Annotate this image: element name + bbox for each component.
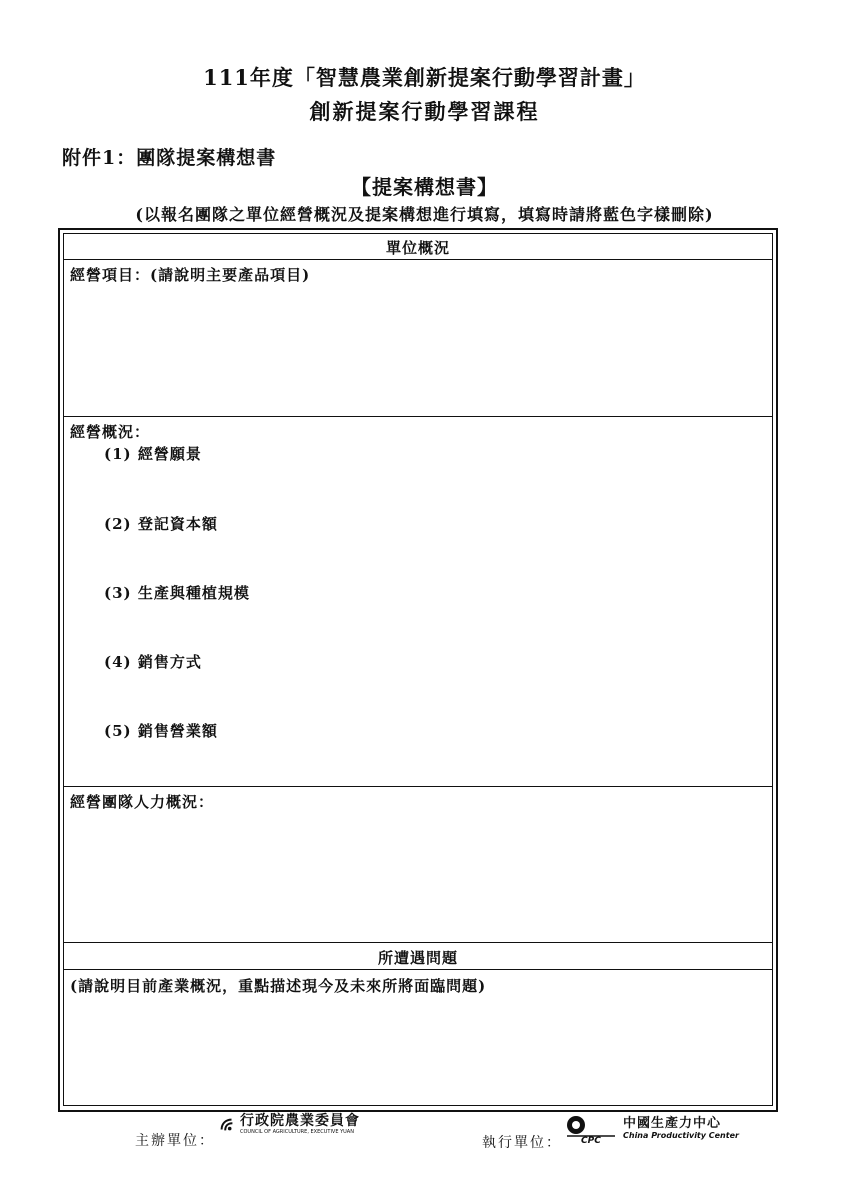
divider	[63, 259, 773, 260]
business-items-label: 經營項目：(請說明主要產品項目)	[70, 266, 311, 284]
status-item-scale: (3) 生產與種植規模	[104, 584, 250, 602]
organizer-logo	[218, 1114, 360, 1135]
coa-emblem-icon	[218, 1116, 236, 1134]
section-heading-problems: 所遭遇問題	[377, 949, 458, 967]
document-subtitle: 創新提案行動學習課程	[309, 99, 540, 124]
organizer-name: 行政院農業委員會	[240, 1113, 360, 1129]
status-item-capital: (2) 登記資本額	[104, 515, 218, 533]
team-manpower-field[interactable]	[66, 814, 768, 938]
divider	[63, 942, 773, 943]
status-item-sales-method: (4) 銷售方式	[104, 653, 202, 671]
cpc-logo-icon	[565, 1114, 617, 1144]
problems-field[interactable]	[66, 1000, 768, 1100]
divider	[63, 416, 773, 417]
organizer-name-en: COUNCIL OF AGRICULTURE, EXECUTIVE YUAN	[240, 1129, 354, 1135]
divider	[63, 969, 773, 970]
form-instruction: (以報名團隊之單位經營概況及提案構想進行填寫，填寫時請將藍色字樣刪除)	[135, 205, 714, 224]
section-heading-unit-overview: 單位概況	[385, 239, 450, 257]
divider	[63, 786, 773, 787]
problems-description: (請說明目前產業概況，重點描述現今及未來所將面臨問題)	[70, 977, 487, 995]
business-status-label: 經營概況：	[70, 423, 151, 441]
status-item-revenue: (5) 銷售營業額	[104, 722, 218, 740]
executor-label: 執行單位：	[482, 1135, 562, 1151]
form-title: 【提案構想書】	[351, 175, 498, 199]
status-item-vision: (1) 經營願景	[104, 445, 202, 463]
attachment-label: 附件1：團隊提案構想書	[62, 147, 277, 169]
executor-name: 中國生產力中心	[623, 1116, 722, 1132]
document-title: 111年度「智慧農業創新提案行動學習計畫」	[203, 65, 646, 90]
organizer-label: 主辦單位：	[135, 1133, 215, 1149]
executor-name-en: China Productivity Center	[623, 1130, 739, 1140]
cpc-logo-text: CPC	[581, 1136, 601, 1144]
team-manpower-label: 經營團隊人力概況：	[70, 793, 215, 811]
business-items-field[interactable]	[66, 286, 768, 412]
executor-logo	[565, 1114, 739, 1144]
